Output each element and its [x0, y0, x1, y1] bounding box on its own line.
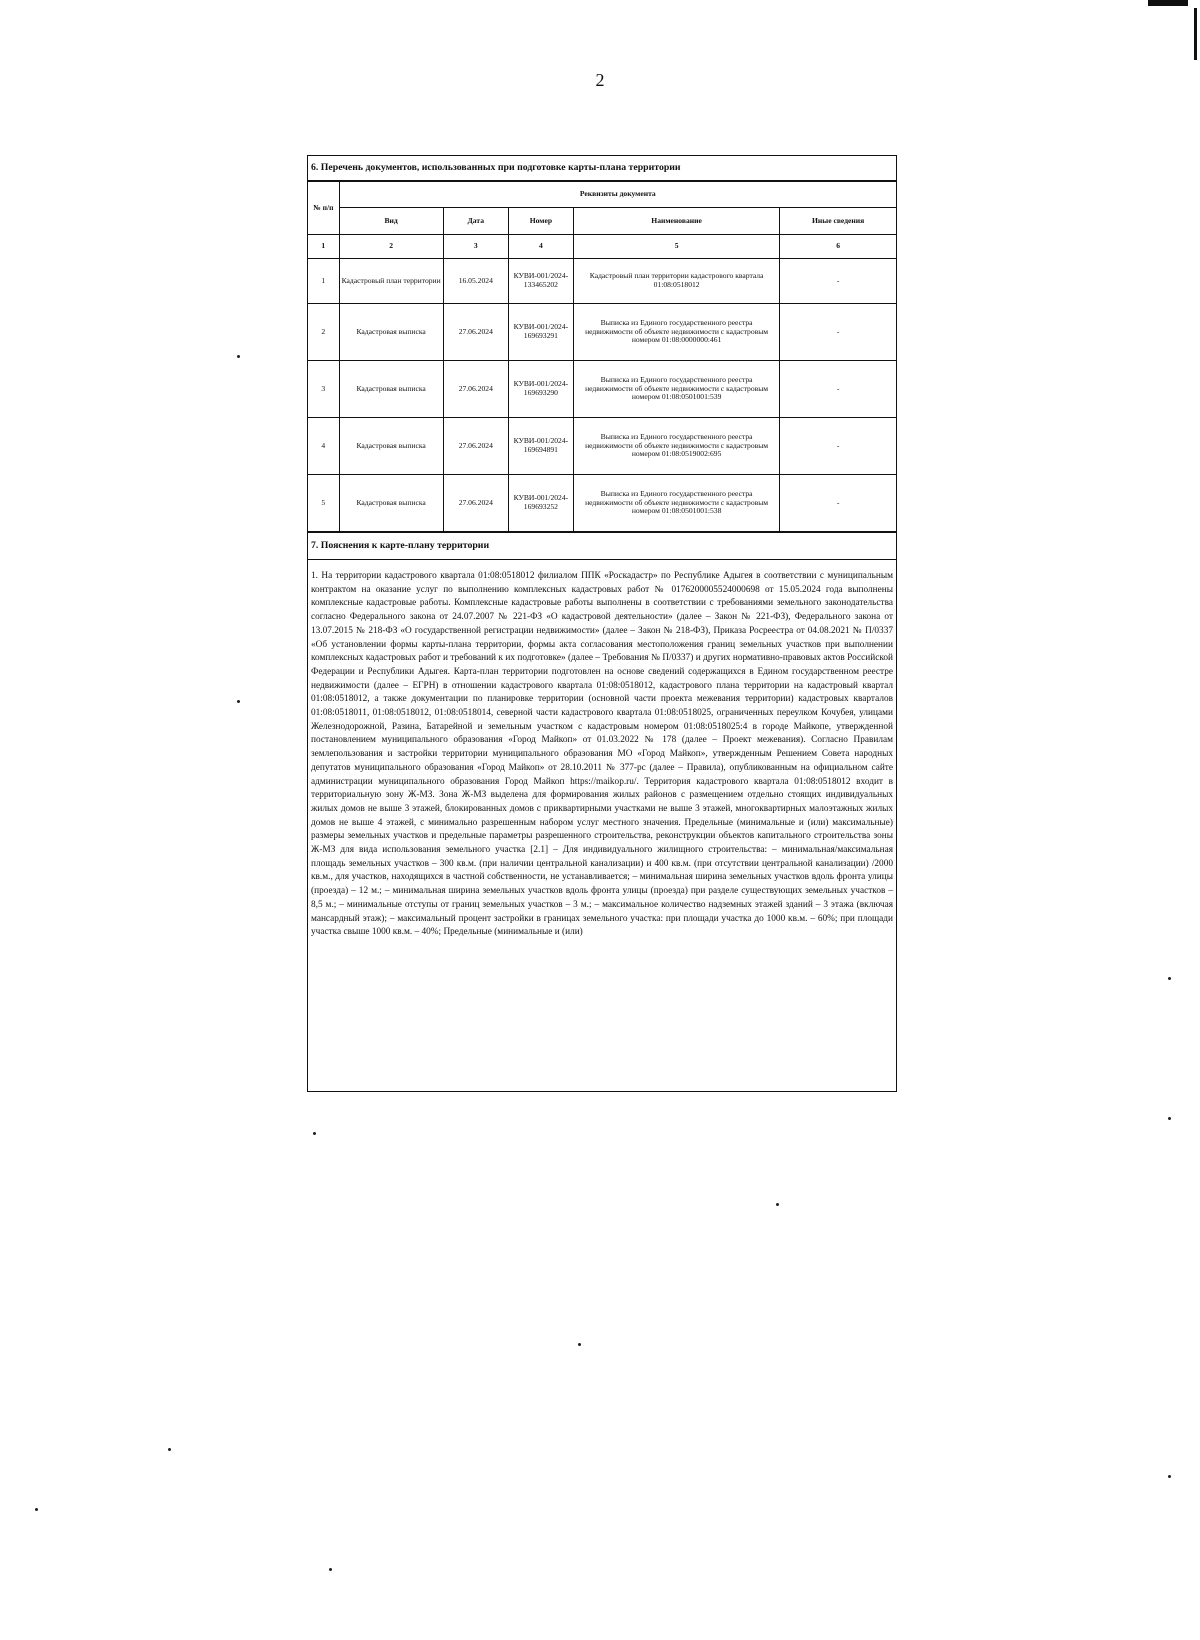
cell-num: 2 — [308, 304, 339, 361]
table-header-row — [308, 208, 896, 235]
cell-num: 4 — [308, 418, 339, 475]
section7-title: 7. Пояснения к карте-плану территории — [308, 532, 896, 560]
cell-name: Выписка из Единого государственного реестра недвижимости об объекте недвижимости с кадастровым номером 01:08:0501001:538 — [573, 475, 779, 532]
cell-number: КУВИ-001/2024-133465202 — [508, 259, 573, 304]
index-cell: 4 — [508, 235, 573, 259]
corner-scan-mark — [1148, 0, 1188, 6]
cell-name: Выписка из Единого государственного реестра недвижимости об объекте недвижимости с кадастровым номером 01:08:0501001:539 — [573, 361, 779, 418]
table-row — [308, 361, 896, 418]
header-num: № п/п — [308, 182, 339, 235]
cell-number: КУВИ-001/2024-169693291 — [508, 304, 573, 361]
scan-speck — [578, 1343, 581, 1346]
edge-scan-line — [1194, 8, 1197, 60]
cell-kind: Кадастровая выписка — [339, 475, 443, 532]
cell-other: - — [780, 259, 896, 304]
cell-number: КУВИ-001/2024-169693252 — [508, 475, 573, 532]
cell-number: КУВИ-001/2024-169693290 — [508, 361, 573, 418]
index-cell: 3 — [443, 235, 508, 259]
index-cell: 1 — [308, 235, 339, 259]
cell-kind: Кадастровая выписка — [339, 304, 443, 361]
cell-other: - — [780, 475, 896, 532]
cell-name: Кадастровый план территории кадастрового квартала 01:08:0518012 — [573, 259, 779, 304]
section7-text: 1. На территории кадастрового квартала 01:08:0518012 филиалом ППК «Роскадастр» по Республике Адыгея в соответствии с муниципальным контрактом на оказание услуг по выполнению комплексных кадастровых работ № 0176200005524000698 от 15.05.2024 года выполнены комплексные кадастровые работы. Комплексные кадастровые работы выполнены в соответствии с требованиями земельного законодательства согласно Федерального закона от 24.07.2007 № 221-ФЗ «О кадастровой деятельности» (далее – Закон № 221-ФЗ), Федерального закона от 13.07.2015 № 218-ФЗ «О государственной регистрации недвижимости» (далее – Закон № 218-ФЗ), Приказа Росреестра от 04.08.2021 № П/0337 «Об установлении формы карты-плана территории, формы акта согласования местоположения границ земельных участков при выполнении комплексных кадастровых работ и требований к их подготовке» (далее – Требования № П/0337) и других нормативно-правовых актов Российской Федерации и Республики Адыгея. Карта-план территории подготовлен на основе сведений содержащихся в Едином государственном реестре недвижимости (далее – ЕГРН) в отношении кадастрового квартала 01:08:0518012, кадастрового плана территории на кадастровый квартал 01:08:0518012, а также документации по планировке территории (основной части проекта межевания территории) кадастровых кварталов 01:08:0518011, 01:08:0518012, 01:08:0518014, северной части кадастрового квартала 01:08:0518025, ограниченных переулком Кочубея, улицами Железнодорожной, Разина, Батарейной и земельным участком с кадастровым номером 01:08:0518025:4 в городе Майкопе, утвержденной постановлением муниципального образования «Город Майкоп» от 01.03.2022 № 178 (далее – Проект межевания). Согласно Правилам землепользования и застройки территории муниципального образования МО «Город Майкоп», утвержденным Решением Совета народных депутатов муниципального образования «Город Майкоп» от 28.10.2011 № 377-рс (далее – Правила), опубликованным на официальном сайте администрации муниципального образования Город Майкоп https://maikop.ru/. Территория кадастрового квартала 01:08:0518012 входит в территориальную зону Ж-МЗ. Зона Ж-МЗ выделена для формирования жилых районов с размещением отдельно стоящих индивидуальных жилых домов не выше 3 этажей, блокированных домов с приквартирными участками не выше 3 этажей, многоквартирных малоэтажных жилых домов не выше 4 этажей, с минимально разрешенным набором услуг местного значения. Предельные (минимальные и (или) максимальные) размеры земельных участков и предельные параметры разрешенного строительства, реконструкции объектов капитального строительства зоны Ж-МЗ для вида использования земельного участка [2.1] – Для индивидуального жилищного строительства: – минимальная/максимальная площадь земельных участков – 300 кв.м. (при наличии центральной канализации) и 400 кв.м. (при отсутствии центральной канализации) /2000 кв.м., для участков, находящихся в частной собственности, не устанавливается; – минимальная ширина земельных участков вдоль фронта улицы (проезда) – 12 м.; – минимальная ширина земельных участков вдоль фронта улицы (проезда) при разделе существующих земельных участков – 8,5 м.; – минимальные отступы от границ земельных участков – 3 м.; – максимальное количество надземных этажей зданий – 3 этажа (включая мансардный этаж); – максимальный процент застройки в границах земельного участка: при площади участка до 1000 кв.м. – 60%; при площади участка свыше 1000 кв.м. – 40%; Предельные (минимальные и (или) — [311, 571, 893, 938]
cell-number: КУВИ-001/2024-169694891 — [508, 418, 573, 475]
cell-date: 16.05.2024 — [443, 259, 508, 304]
header-date: Дата — [443, 208, 508, 235]
page-number: 2 — [595, 70, 605, 90]
index-cell: 5 — [573, 235, 779, 259]
header-kind: Вид — [339, 208, 443, 235]
table-row — [308, 475, 896, 532]
cell-num: 5 — [308, 475, 339, 532]
header-number: Номер — [508, 208, 573, 235]
table-row — [308, 418, 896, 475]
cell-other: - — [780, 418, 896, 475]
section6-title: 6. Перечень документов, использованных при подготовке карты-плана территории — [308, 156, 896, 181]
table-index-row — [308, 235, 896, 259]
cell-date: 27.06.2024 — [443, 361, 508, 418]
document-frame — [307, 155, 897, 1092]
scan-speck — [1168, 1117, 1171, 1120]
table-header-row — [308, 182, 896, 208]
cell-other: - — [780, 304, 896, 361]
header-other: Иные сведения — [780, 208, 896, 235]
scan-speck — [329, 1568, 332, 1571]
cell-num: 1 — [308, 259, 339, 304]
index-cell: 2 — [339, 235, 443, 259]
cell-date: 27.06.2024 — [443, 418, 508, 475]
cell-kind: Кадастровый план территории — [339, 259, 443, 304]
scan-speck — [35, 1508, 38, 1511]
header-name: Наименование — [573, 208, 779, 235]
table-row — [308, 259, 896, 304]
cell-name: Выписка из Единого государственного реестра недвижимости об объекте недвижимости с кадастровым номером 01:08:0000000:461 — [573, 304, 779, 361]
table-row — [308, 304, 896, 361]
header-requisites: Реквизиты документа — [339, 182, 896, 208]
scan-speck — [237, 355, 240, 358]
scan-speck — [776, 1203, 779, 1206]
cell-num: 3 — [308, 361, 339, 418]
scan-speck — [1168, 1475, 1171, 1478]
cell-kind: Кадастровая выписка — [339, 418, 443, 475]
scan-speck — [1168, 977, 1171, 980]
documents-table — [308, 181, 896, 532]
scan-speck — [313, 1132, 316, 1135]
cell-kind: Кадастровая выписка — [339, 361, 443, 418]
cell-name: Выписка из Единого государственного реестра недвижимости об объекте недвижимости с кадастровым номером 01:08:0519002:695 — [573, 418, 779, 475]
cell-other: - — [780, 361, 896, 418]
index-cell: 6 — [780, 235, 896, 259]
scan-speck — [237, 700, 240, 703]
cell-date: 27.06.2024 — [443, 304, 508, 361]
cell-date: 27.06.2024 — [443, 475, 508, 532]
scan-speck — [168, 1448, 171, 1451]
